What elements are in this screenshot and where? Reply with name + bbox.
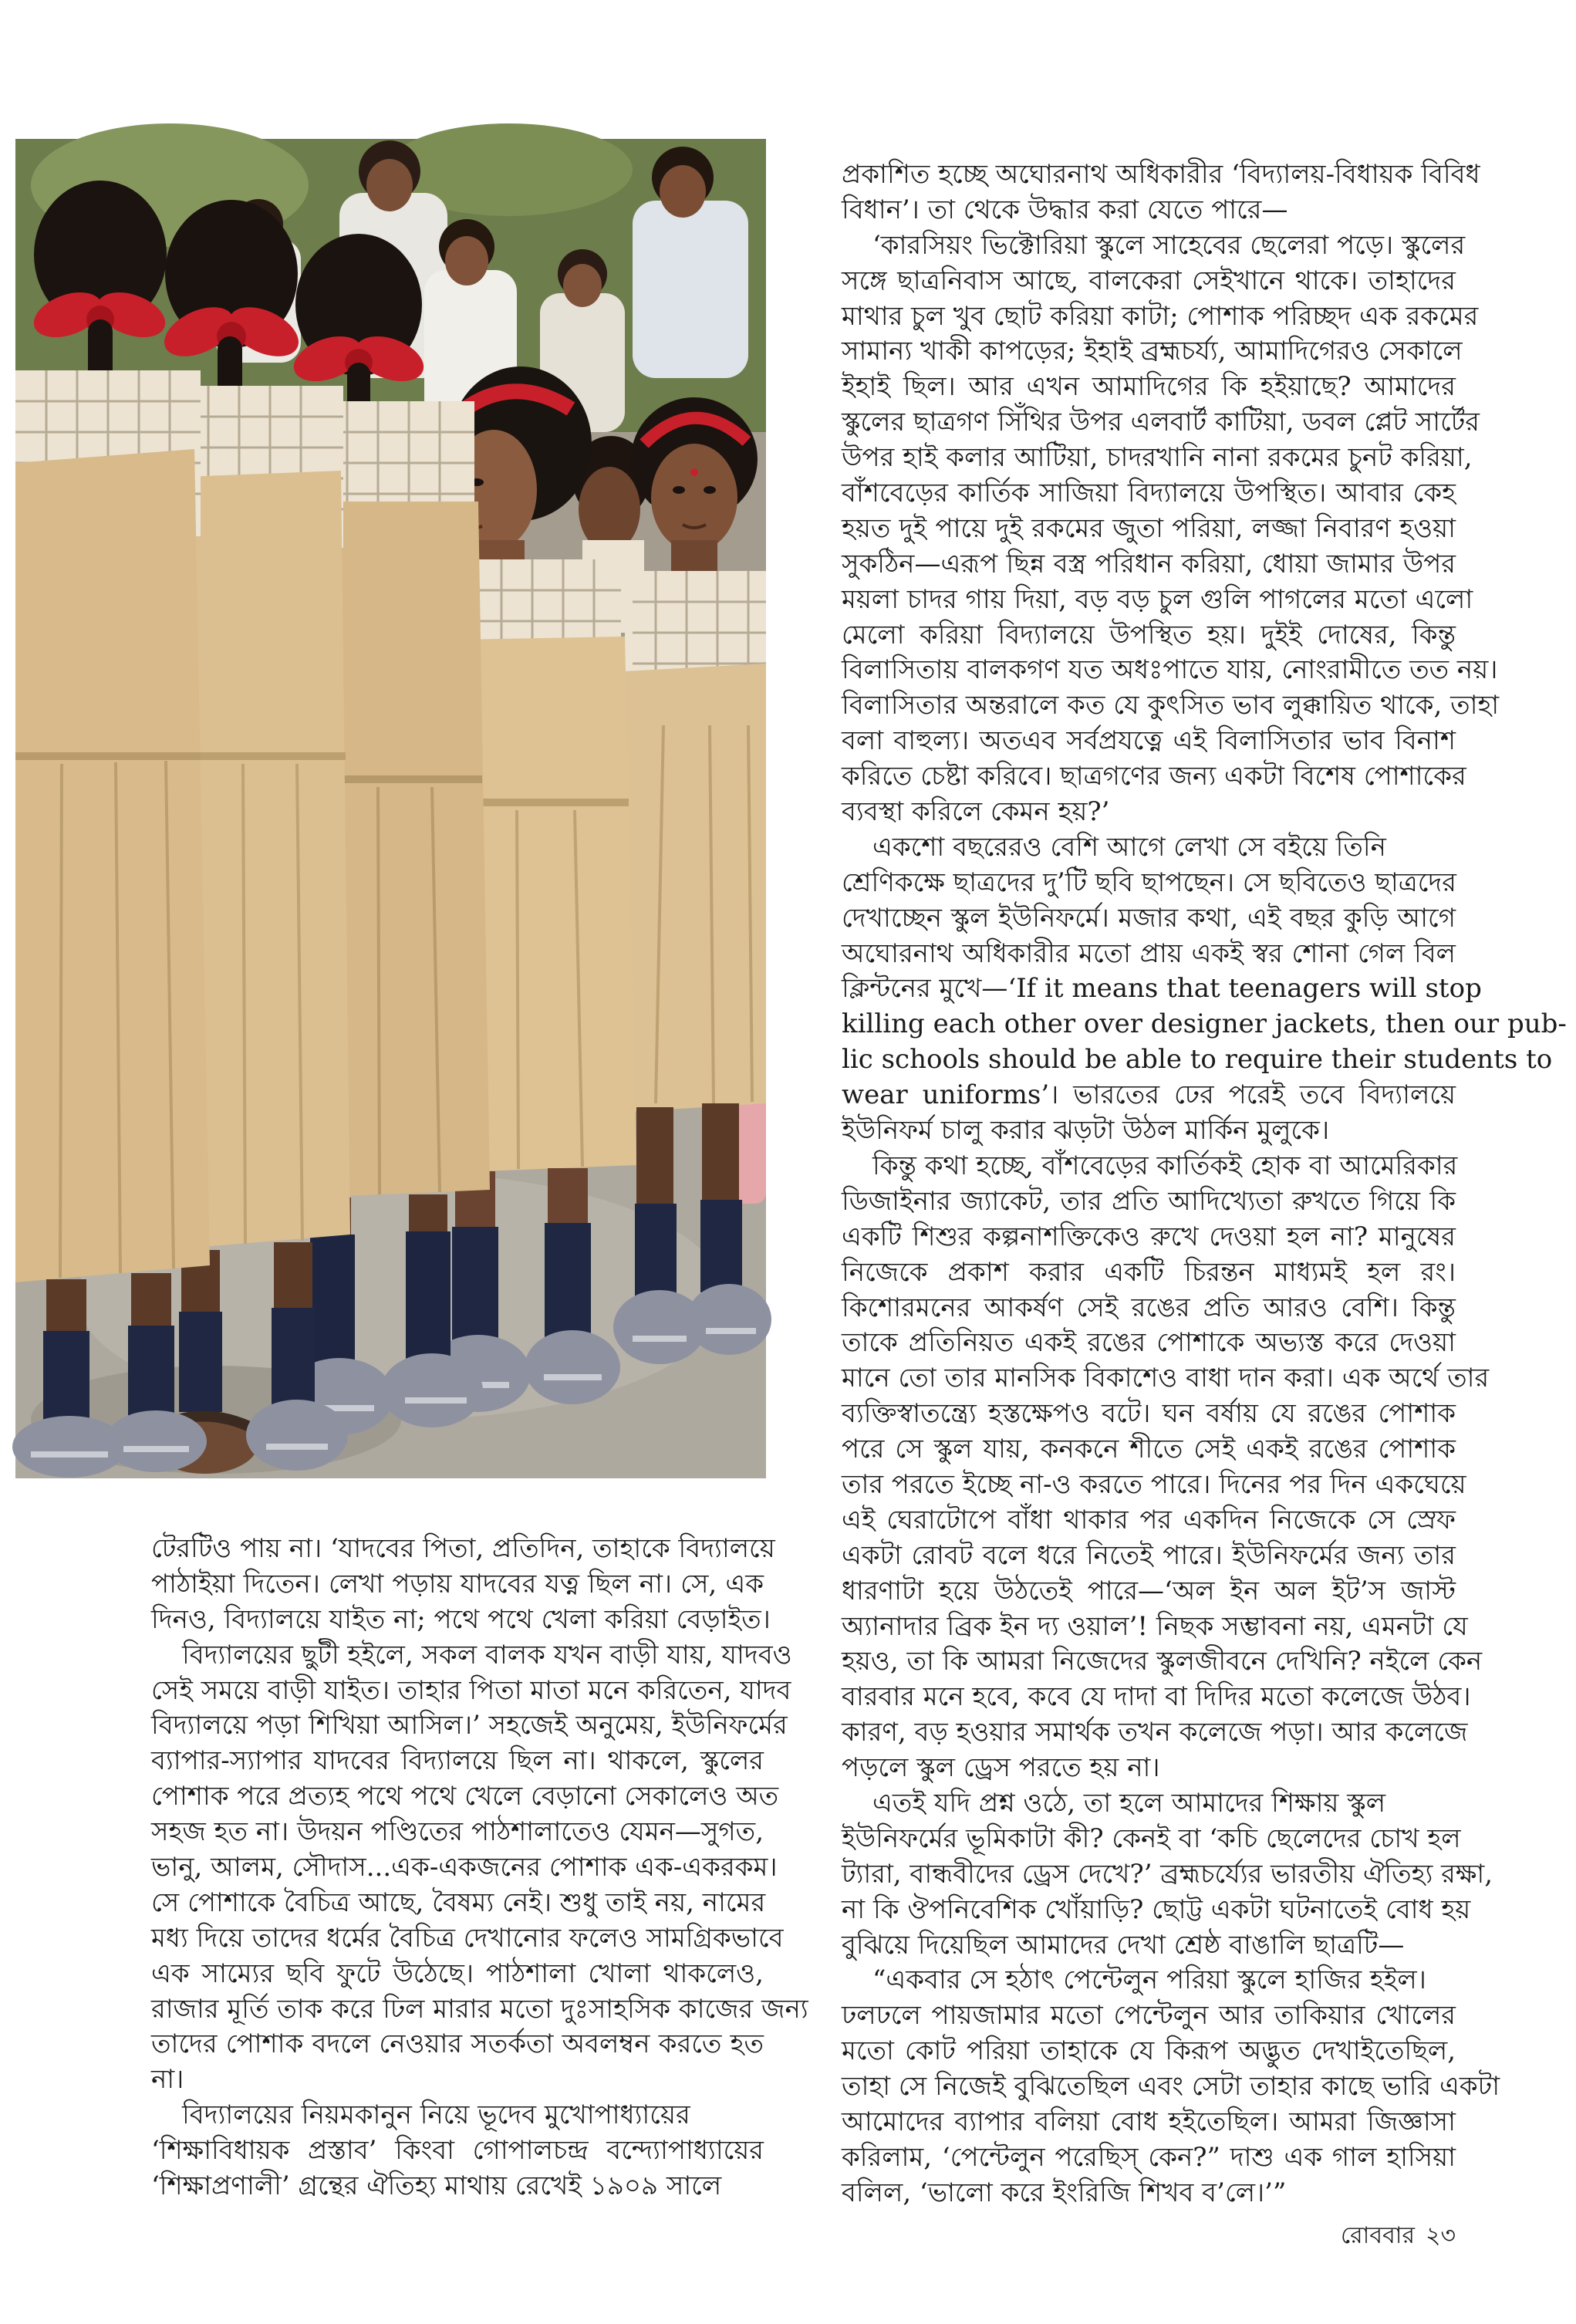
text-line: হয়ত দুই পায়ে দুই রকমের জুতা পরিয়া, লজ্জা নিবারণ হওয়া [842, 512, 1456, 544]
text-line: মানে তো তার মানসিক বিকাশেও বাধা দান করা। এক অর্থে তার [842, 1363, 1490, 1394]
text-line: পোশাক পরে প্রত্যহ পথে পথে খেলে বেড়ানো সেকালেও অত [151, 1781, 779, 1812]
text-line: তাহা সে নিজেই বুঝিতেছিল এবং সেটা তাহার কাছে ভারি একটা [842, 2071, 1500, 2103]
text-line: করিলাম, ‘পেন্টেলুন পরেছিস্ কেন?” দাশু এক গাল হাসিয়া [842, 2141, 1456, 2173]
text-line: সামান্য খাকী কাপড়ের; ইহাই ব্রহ্মচর্য্য, আমাদিগেরও সেকালে [842, 336, 1463, 367]
text-line: সুকঠিন—এরূপ ছিন্ন বস্ত্র পরিধান করিয়া, ধোয়া জামার উপর [842, 548, 1456, 579]
text-line: মধ্য দিয়ে তাদের ধর্মের বৈচিত্র দেখানোর ফলেও সামগ্রিকভাবে [151, 1922, 784, 1954]
text-line: ব্যক্তিস্বাতন্ত্র্যে হস্তক্ষেপও বটে। ঘন বর্ষায় যে রঙের পোশাক [842, 1398, 1456, 1430]
paragraph [151, 2098, 764, 2204]
text-line: বিলাসিতার অন্তরালে কত যে কুৎসিত ভাব লুক্কায়িত থাকে, তাহা [842, 690, 1500, 721]
text-line: প্রকাশিত হচ্ছে অঘোরনাথ অধিকারীর ‘বিদ্যালয়-বিধায়ক বিবিধ [842, 159, 1480, 190]
paragraph [842, 1149, 1490, 1786]
text-line: ভানু, আলম, সৌদাস...এক-একজনের পোশাক এক-একরকম। [151, 1852, 778, 1883]
text-line: বুঝিয়ে দিয়েছিল আমাদের দেখা শ্রেষ্ঠ বাঙালি ছাত্রটি— [842, 1929, 1405, 1961]
text-line: ব্যবস্থা করিলে কেমন হয়?’ [842, 796, 1110, 828]
text-line: একশো বছরেরও বেশি আগে লেখা সে বইয়ে তিনি [872, 831, 1386, 863]
paragraph [842, 228, 1500, 830]
text-line: টেরটিও পায় না। ‘যাদবের পিতা, প্রতিদিন, তাহাকে বিদ্যালয়ে [151, 1533, 775, 1564]
text-line: এতই যদি প্রশ্ন ওঠে, তা হলে আমাদের শিক্ষায় স্কুল [872, 1787, 1386, 1819]
text-line: তার পরতে ইচ্ছে না-ও করতে পারে। দিনের পর দিন একঘেয়ে [842, 1468, 1466, 1500]
text-line: হয়ও, তা কি আমরা নিজেদের স্কুলজীবনে দেখিনি? নইলে কেন [842, 1646, 1483, 1677]
text-line: একটি শিশুর কল্পনাশক্তিকেও রুখে দেওয়া হল না? মানুষের [842, 1221, 1456, 1252]
paragraph [842, 830, 1567, 1149]
text-line: নিজেকে প্রকাশ করার একটি চিরন্তন মাধ্যমই হল রং। [842, 1256, 1456, 1288]
text-line: মেলো করিয়া বিদ্যালয়ে উপস্থিত হয়। দুইই দোষের, কিন্তু [842, 619, 1456, 650]
text-line: killing each other over designer jackets, then our pub- [842, 1008, 1567, 1040]
text-line: কিশোরমনের আকর্ষণ সেই রঙের প্রতি আরও বেশি। কিন্তু [842, 1292, 1456, 1323]
text-line: উপর হাই কলার আটিয়া, চাদরখানি নানা রকমের চুনট করিয়া, [842, 442, 1473, 474]
left-column-text [151, 1532, 808, 2204]
text-line: একটা রোবট বলে ধরে নিতেই পারে। ইউনিফর্মের জন্য তার [842, 1539, 1456, 1571]
text-line: মাথার চুল খুব ছোট করিয়া কাটা; পোশাক পরিচ্ছদ এক রকমের [842, 300, 1479, 332]
page-footer [1341, 2221, 1456, 2251]
text-line: বিদ্যালয়ে পড়া শিখিয়া আসিল।’ সহজেই অনুমেয়, ইউনিফর্মের [151, 1710, 788, 1741]
text-line: ‘শিক্ষাবিধায়ক প্রস্তাব’ কিংবা গোপালচন্দ্র বন্দ্যোপাধ্যায়ের [151, 2135, 764, 2167]
text-line: বলা বাহুল্য। অতএব সর্বপ্রযত্নে এই বিলাসিতার ভাব বিনাশ [842, 725, 1456, 757]
text-line: বিদ্যালয়ের ছুটী হইলে, সকল বালক যখন বাড়ী যায়, যাদবও [182, 1639, 792, 1670]
text-line: বিদ্যালয়ের নিয়মকানুন নিয়ে ভূদেব মুখোপাধ্যায়ের [182, 2099, 690, 2131]
text-line: মতো কোট পরিয়া তাহাকে যে কিরূপ অদ্ভুত দেখাইতেছিল, [842, 2035, 1456, 2067]
text-line: ধারণাটা হয়ে উঠতেই পারে—‘অল ইন অল ইট’স জাস্ট [842, 1575, 1456, 1606]
text-line: ‘কারসিয়ং ভিক্টোরিয়া স্কুলে সাহেবের ছেলেরা পড়ে। স্কুলের [872, 229, 1466, 261]
right-column-text [842, 157, 1567, 2211]
text-line: ঢলঢলে পায়জামার মতো পেন্টেলুন আর তাকিয়ার খোলের [842, 2000, 1456, 2032]
paragraph [842, 157, 1480, 228]
magazine-name: রোববার [1341, 2222, 1415, 2249]
page-number: ২৩ [1425, 2222, 1456, 2249]
text-line: সে পোশাকে বৈচিত্র আছে, বৈষম্য নেই। শুধু তাই নয়, নামের [151, 1887, 766, 1918]
text-line: এক সাম্যের ছবি ফুটে উঠেছে। পাঠশালা খোলা থাকলেও, [151, 1957, 764, 1989]
text-line: ডিজাইনার জ্যাকেট, তার প্রতি আদিখ্যেতা রুখতে গিয়ে কি [842, 1185, 1456, 1217]
text-line: না। [151, 2064, 184, 2096]
text-line: সেই সময়ে বাড়ী যাইত। তাহার পিতা মাতা মনে করিতেন, যাদব [151, 1674, 791, 1706]
text-line: শ্রেণিকক্ষে ছাত্রদের দু’টি ছবি ছাপছেন। সে ছবিতেও ছাত্রদের [842, 866, 1456, 898]
text-line: না কি ঔপনিবেশিক খোঁয়াড়ি? ছোট্ট একটা ঘটনাতেই বোধ হয় [842, 1893, 1471, 1925]
paragraph [842, 1963, 1500, 2211]
text-line: কিন্তু কথা হচ্ছে, বাঁশবেড়ের কার্তিকই হোক বা আমেরিকার [872, 1150, 1458, 1181]
text-line: ইউনিফর্মের ভূমিকাটা কী? কেনই বা ‘কচি ছেলেদের চোখ হল [842, 1822, 1461, 1854]
text-line: দেখাচ্ছেন স্কুল ইউনিফর্মে। মজার কথা, এই বছর কুড়ি আগে [842, 902, 1456, 934]
text-line: বারবার মনে হবে, কবে যে দাদা বা দিদির মতো কলেজে উঠব। [842, 1681, 1471, 1713]
text-line: ময়লা চাদর গায় দিয়া, বড় বড় চুল গুলি পাগলের মতো এলো [842, 583, 1473, 615]
text-line: ক্লিন্টনের মুখে—‘If it means that teenagers will stop [842, 973, 1482, 1005]
text-line: lic schools should be able to require their students to [842, 1044, 1553, 1076]
text-line: পরে সে স্কুল যায়, কনকনে শীতে সেই একই রঙের পোশাক [842, 1434, 1456, 1465]
text-line: ইউনিফর্ম চালু করার ঝড়টা উঠল মার্কিন মুলুকে। [842, 1115, 1330, 1147]
text-line: বিধান’। তা থেকে উদ্ধার করা যেতে পারে— [842, 194, 1288, 225]
paragraph [151, 1638, 808, 2099]
text-line: ইহাই ছিল। আর এখন আমাদিগের কি হইয়াছে? আমাদের [842, 371, 1456, 403]
text-line: তাকে প্রতিনিয়ত একই রঙের পোশাকে অভ্যস্ত করে দেওয়া [842, 1327, 1456, 1359]
text-line: ট্যারা, বান্ধবীদের ড্রেস দেখে?’ ব্রহ্মচর্য্যের ভারতীয় ঐতিহ্য রক্ষা, [842, 1858, 1493, 1890]
text-line: ব্যাপার-স্যাপার যাদবের বিদ্যালয়ে ছিল না। থাকলে, স্কুলের [151, 1745, 764, 1777]
text-line: ‘শিক্ষাপ্রণালী’ গ্রন্থের ঐতিহ্য মাথায় রেখেই ১৯০৯ সালে [151, 2170, 722, 2202]
photo-illustration [15, 139, 766, 1478]
text-line: করিতে চেষ্টা করিবে। ছাত্রগণের জন্য একটা বিশেষ পোশাকের [842, 761, 1466, 792]
text-line: অ্যানাদার ব্রিক ইন দ্য ওয়াল’! নিছক সম্ভাবনা নয়, এমনটা যে [842, 1610, 1468, 1642]
text-line: আমোদের ব্যাপার বলিয়া বোধ হইতেছিল। আমরা জিজ্ঞাসা [842, 2106, 1456, 2137]
text-line: তাদের পোশাক বদলে নেওয়ার সতর্কতা অবলম্বন করতে হত [151, 2028, 764, 2060]
text-line: কারণ, বড় হওয়ার সমার্থক তখন কলেজে পড়া। আর কলেজে [842, 1717, 1468, 1748]
text-line: দিনও, বিদ্যালয়ে যাইত না; পথে পথে খেলা করিয়া বেড়াইত। [151, 1603, 771, 1635]
paragraph [842, 1786, 1493, 1963]
text-line: পড়লে স্কুল ড্রেস পরতে হয় না। [842, 1752, 1160, 1784]
text-line: বিলাসিতায় বালকগণ যত অধঃপাতে যায়, নোংরামীতে তত নয়। [842, 654, 1498, 686]
text-line: স্কুলের ছাত্রগণ সিঁথির উপর এলবার্ট কাটিয়া, ডবল প্লেট সার্টের [842, 407, 1480, 438]
text-line: এই ঘেরাটোপে বাঁধা থাকার পর একদিন নিজেকে সে স্রেফ [842, 1504, 1456, 1535]
text-line: wear uniforms’। ভারতের ঢের পরেই তবে বিদ্যালয়ে [842, 1079, 1456, 1111]
schoolgirls-photo [15, 139, 766, 1478]
text-line: সহজ হত না। উদয়ন পণ্ডিতের পাঠশালাতেও যেমন—সুগত, [151, 1816, 764, 1848]
text-line: বলিল, ‘ভালো করে ইংরিজি শিখব ব’লে।’” [842, 2177, 1287, 2208]
text-line: পাঠাইয়া দিতেন। লেখা পড়ায় যাদবের যত্ন ছিল না। সে, এক [151, 1568, 764, 1599]
text-line: অঘোরনাথ অধিকারীর মতো প্রায় একই স্বর শোনা গেল বিল [842, 937, 1456, 969]
paragraph [151, 1532, 775, 1638]
text-line: সঙ্গে ছাত্রনিবাস আছে, বালকেরা সেইখানে থাকে। তাহাদের [842, 265, 1456, 296]
text-line: বাঁশবেড়ের কার্তিক সাজিয়া বিদ্যালয়ে উপস্থিত। আবার কেহ [842, 478, 1456, 509]
text-line: “একবার সে হঠাৎ পেন্টেলুন পরিয়া স্কুলে হাজির হইল। [872, 1964, 1426, 1996]
text-line: রাজার মূর্তি তাক করে ঢিল মারার মতো দুঃসাহসিক কাজের জন্য [151, 1993, 808, 2025]
